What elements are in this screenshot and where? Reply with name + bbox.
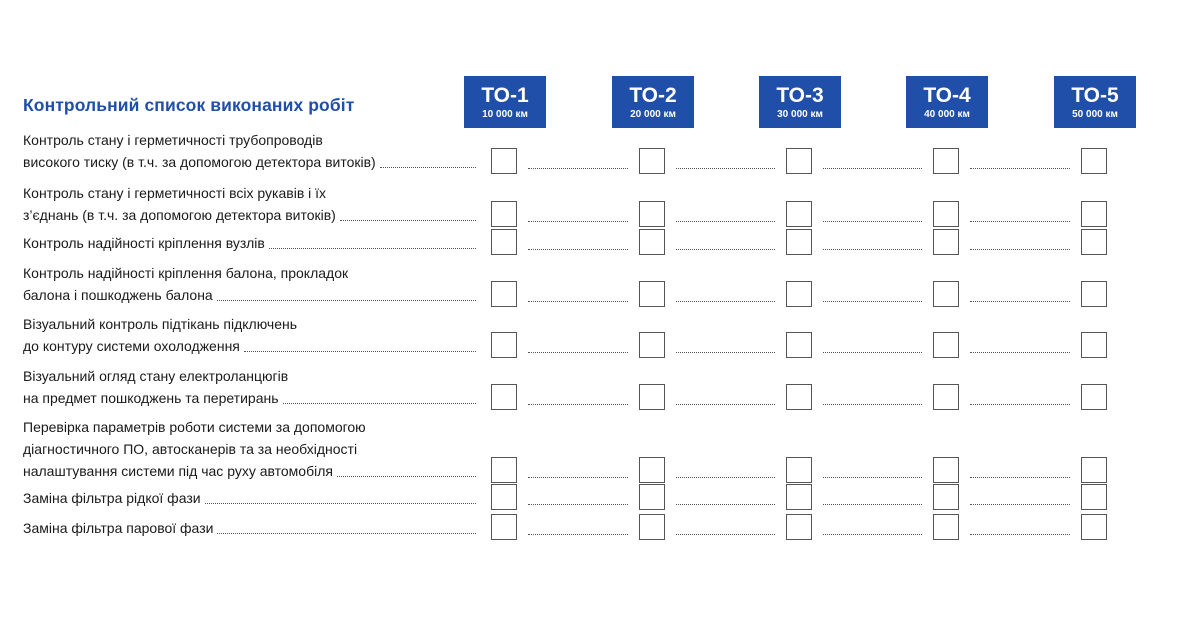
checklist-item <box>23 313 476 357</box>
checkbox-to5[interactable] <box>1081 281 1107 307</box>
leader-dots <box>676 352 775 353</box>
checklist-item-line: Заміна фільтра парової фази <box>23 520 214 536</box>
service-header-to2 <box>612 76 694 128</box>
checkbox-to1[interactable] <box>491 281 517 307</box>
checklist-item <box>23 365 476 409</box>
leader-dots <box>217 300 476 301</box>
leader-dots <box>823 249 922 250</box>
leader-dots <box>970 404 1070 405</box>
leader-dots <box>970 301 1070 302</box>
leader-dots <box>676 301 775 302</box>
checkbox-to4[interactable] <box>933 484 959 510</box>
checkbox-to2[interactable] <box>639 148 665 174</box>
checklist-item-text <box>23 416 476 438</box>
checkbox-to3[interactable] <box>786 484 812 510</box>
service-mileage: 20 000 км <box>630 109 676 120</box>
checkbox-to4[interactable] <box>933 148 959 174</box>
checklist-item-text <box>23 204 476 226</box>
checkbox-to1[interactable] <box>491 457 517 483</box>
checklist-item-line: високого тиску (в т.ч. за допомогою детектора витоків) <box>23 154 376 170</box>
leader-dots <box>823 221 922 222</box>
leader-dots <box>823 168 922 169</box>
checkbox-to2[interactable] <box>639 201 665 227</box>
service-label: ТО-4 <box>923 84 971 107</box>
checklist-item-text <box>23 460 476 482</box>
checklist-item-text <box>23 182 476 204</box>
checkbox-to3[interactable] <box>786 148 812 174</box>
service-label: ТО-5 <box>1071 84 1119 107</box>
service-mileage: 30 000 км <box>777 109 823 120</box>
checkbox-to5[interactable] <box>1081 514 1107 540</box>
checkbox-to2[interactable] <box>639 384 665 410</box>
checkbox-to3[interactable] <box>786 514 812 540</box>
service-header-to4 <box>906 76 988 128</box>
checklist-item-text <box>23 313 476 335</box>
leader-dots <box>337 476 476 477</box>
service-label: ТО-3 <box>776 84 824 107</box>
checklist-item-text <box>23 517 476 539</box>
leader-dots <box>528 221 628 222</box>
checkbox-to1[interactable] <box>491 384 517 410</box>
checklist-item-text <box>23 284 476 306</box>
checklist-item-text <box>23 438 476 460</box>
checklist-item-line: Перевірка параметрів роботи системи за допомогою <box>23 419 366 435</box>
checklist-item-text <box>23 487 476 509</box>
checklist-item-line: Контроль надійності кріплення балона, прокладок <box>23 265 349 281</box>
service-header-to5 <box>1054 76 1136 128</box>
leader-dots <box>970 168 1070 169</box>
leader-dots <box>528 504 628 505</box>
checklist-item <box>23 262 476 306</box>
leader-dots <box>823 301 922 302</box>
leader-dots <box>217 533 476 534</box>
checkbox-to2[interactable] <box>639 457 665 483</box>
checkbox-to2[interactable] <box>639 281 665 307</box>
checklist-item-line: Контроль стану і герметичності всіх рукавів і їх <box>23 185 327 201</box>
leader-dots <box>528 352 628 353</box>
checkbox-to1[interactable] <box>491 514 517 540</box>
checkbox-to3[interactable] <box>786 457 812 483</box>
checkbox-to3[interactable] <box>786 281 812 307</box>
checklist-item <box>23 129 476 173</box>
checkbox-to2[interactable] <box>639 514 665 540</box>
leader-dots <box>205 503 476 504</box>
checkbox-to2[interactable] <box>639 484 665 510</box>
checklist-item-text <box>23 335 476 357</box>
checkbox-to1[interactable] <box>491 148 517 174</box>
leader-dots <box>676 477 775 478</box>
checkbox-to5[interactable] <box>1081 332 1107 358</box>
leader-dots <box>970 249 1070 250</box>
checklist-item <box>23 487 476 509</box>
checkbox-to3[interactable] <box>786 201 812 227</box>
leader-dots <box>676 249 775 250</box>
leader-dots <box>823 534 922 535</box>
service-header-to3 <box>759 76 841 128</box>
leader-dots <box>970 534 1070 535</box>
checkbox-to3[interactable] <box>786 229 812 255</box>
checkbox-to3[interactable] <box>786 332 812 358</box>
checklist-item-line: налаштування системи під час руху автомобіля <box>23 463 333 479</box>
service-mileage: 50 000 км <box>1072 109 1118 120</box>
checkbox-to4[interactable] <box>933 281 959 307</box>
checkbox-to5[interactable] <box>1081 384 1107 410</box>
checklist-item-text <box>23 232 476 254</box>
checklist-item-line: Візуальний огляд стану електроланцюгів <box>23 368 289 384</box>
leader-dots <box>380 167 476 168</box>
leader-dots <box>340 220 476 221</box>
checklist-item-line: Візуальний контроль підтікань підключень <box>23 316 298 332</box>
checklist-item-text <box>23 129 476 151</box>
leader-dots <box>970 504 1070 505</box>
checklist-item-line: Контроль стану і герметичності трубопроводів <box>23 132 323 148</box>
leader-dots <box>970 352 1070 353</box>
leader-dots <box>244 351 476 352</box>
checklist-item <box>23 232 476 254</box>
service-mileage: 40 000 км <box>924 109 970 120</box>
leader-dots <box>823 504 922 505</box>
checkbox-to5[interactable] <box>1081 484 1107 510</box>
checkbox-to5[interactable] <box>1081 457 1107 483</box>
checklist-item-line: на предмет пошкоджень та перетирань <box>23 390 279 406</box>
leader-dots <box>676 404 775 405</box>
checklist-item-text <box>23 151 476 173</box>
leader-dots <box>676 168 775 169</box>
checkbox-to2[interactable] <box>639 332 665 358</box>
leader-dots <box>528 534 628 535</box>
leader-dots <box>970 477 1070 478</box>
checkbox-to5[interactable] <box>1081 229 1107 255</box>
leader-dots <box>528 249 628 250</box>
leader-dots <box>676 221 775 222</box>
leader-dots <box>676 534 775 535</box>
checkbox-to1[interactable] <box>491 201 517 227</box>
checklist-item-line: балона і пошкоджень балона <box>23 287 213 303</box>
leader-dots <box>269 248 476 249</box>
service-label: ТО-1 <box>481 84 529 107</box>
leader-dots <box>528 404 628 405</box>
checkbox-to4[interactable] <box>933 514 959 540</box>
leader-dots <box>676 504 775 505</box>
leader-dots <box>970 221 1070 222</box>
service-label: ТО-2 <box>629 84 677 107</box>
checkbox-to3[interactable] <box>786 384 812 410</box>
checkbox-to1[interactable] <box>491 332 517 358</box>
checkbox-to4[interactable] <box>933 229 959 255</box>
service-header-to1 <box>464 76 546 128</box>
checklist-item-text <box>23 262 476 284</box>
checklist-item <box>23 416 476 482</box>
checkbox-to5[interactable] <box>1081 201 1107 227</box>
checkbox-to4[interactable] <box>933 201 959 227</box>
checklist-item-line: Заміна фільтра рідкої фази <box>23 490 201 506</box>
leader-dots <box>528 477 628 478</box>
service-mileage: 10 000 км <box>482 109 528 120</box>
checklist-item-line: з’єднань (в т.ч. за допомогою детектора витоків) <box>23 207 336 223</box>
checklist-item-line: до контуру системи охолодження <box>23 338 240 354</box>
checkbox-to1[interactable] <box>491 484 517 510</box>
checklist-item <box>23 517 476 539</box>
leader-dots <box>283 403 477 404</box>
leader-dots <box>823 404 922 405</box>
checklist-item-text <box>23 365 476 387</box>
checklist-title: Контрольний список виконаних робіт <box>23 95 355 115</box>
leader-dots <box>528 301 628 302</box>
leader-dots <box>823 352 922 353</box>
checkbox-to4[interactable] <box>933 332 959 358</box>
leader-dots <box>528 168 628 169</box>
checklist-item-line: Контроль надійності кріплення вузлів <box>23 235 265 251</box>
checkbox-to5[interactable] <box>1081 148 1107 174</box>
checklist-item-text <box>23 387 476 409</box>
checklist-item <box>23 182 476 226</box>
checklist-item-line: діагностичного ПО, автосканерів та за необхідності <box>23 441 358 457</box>
leader-dots <box>823 477 922 478</box>
checkbox-to2[interactable] <box>639 229 665 255</box>
checkbox-to4[interactable] <box>933 457 959 483</box>
checkbox-to1[interactable] <box>491 229 517 255</box>
checkbox-to4[interactable] <box>933 384 959 410</box>
